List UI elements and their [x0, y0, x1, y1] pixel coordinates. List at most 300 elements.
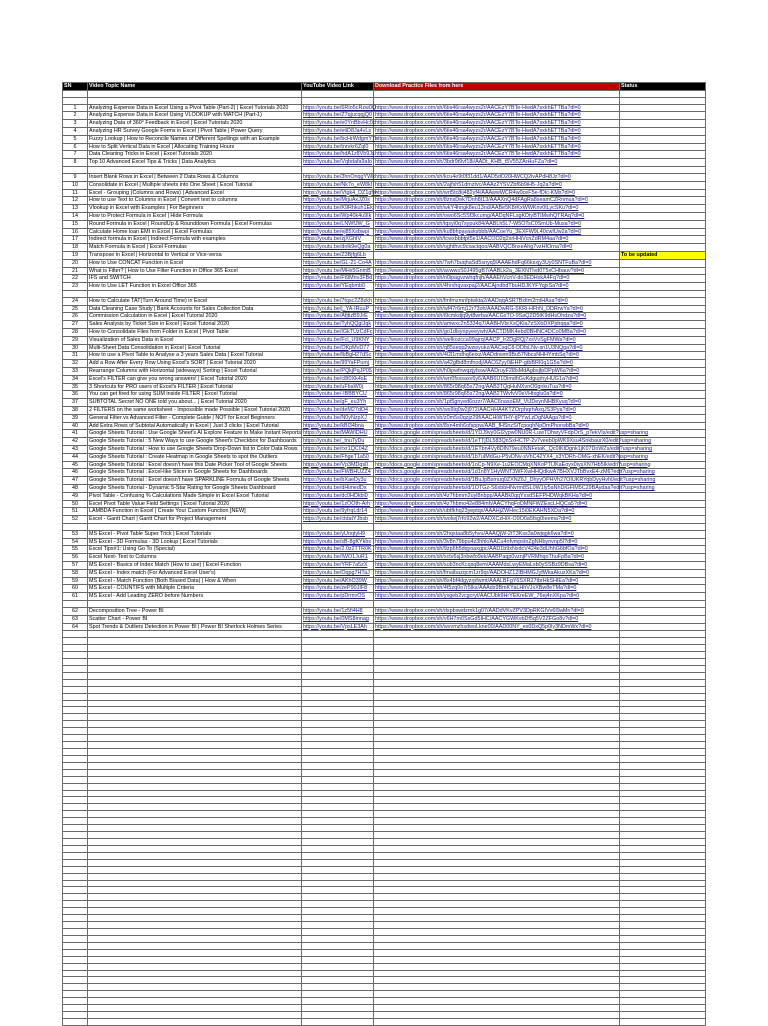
download-link[interactable]: https://www.dropbox.com/sh/h0ipwfnwqzjybsw/AADruyF2l8sMdAgbsjfpDPpW6a?dl=0 [374, 367, 620, 375]
empty-cell [88, 901, 302, 908]
sn-cell: 58 [63, 569, 88, 577]
youtube-link[interactable]: https://youtu.be/ej85Xsbwpi [302, 228, 374, 236]
download-link[interactable]: https://www.dropbox.com/sh/wrr0fsxsaxv6y6/AAB6U1DimdhGvKdguphyHUG1a?dl=0 [374, 375, 620, 383]
table-row [63, 205, 706, 213]
empty-cell [374, 887, 620, 894]
empty-cell [63, 811, 88, 818]
table-row [63, 469, 706, 477]
youtube-link[interactable]: https://youtu.be/dnlk9eQg0a [302, 244, 374, 252]
empty-cell [88, 601, 302, 608]
download-link[interactable]: https://www.dropbox.com/sh/wf47r6mj12r73oh/AAADwRG-5KRi-HFhN_DDRrwYa?dl=0 [374, 305, 620, 313]
download-link[interactable]: https://www.dropbox.com/sh/i9cmkdjq9yt8wrba/AACGxTO-9SaQ2D5tK9dHsOhdza?dl=0 [374, 313, 620, 321]
empty-cell [620, 167, 706, 174]
youtube-link[interactable]: https://youtu.be/Z7qjucqqjQ0 [303, 112, 372, 119]
sn-cell: 47 [63, 477, 88, 485]
download-link[interactable]: https://www.dropbox.com/sh/7wh7buqhaSd5snyq9/AAAEhdFq66ksxjy3Uy0SNTFuBa?dl=0 [374, 259, 620, 267]
empty-cell [63, 707, 88, 714]
empty-cell [302, 755, 374, 762]
youtube-link[interactable]: https://youtu.be/ctdatYJbsb [302, 516, 374, 524]
youtube-link[interactable]: https://youtu.be/1zOOth-Arh [302, 500, 374, 508]
youtube-link[interactable]: https://youtu.be/deM27dO4 [302, 406, 374, 414]
sn-cell: 59 [63, 577, 88, 585]
sn-cell: 31 [63, 352, 88, 360]
youtube-link[interactable]: https://youtu.be/99YaFPumj [302, 360, 374, 368]
youtube-link[interactable]: https://youtu.be/N0yNzpXJ [302, 414, 374, 422]
youtube-link[interactable]: https://youtu.be/TyhQQglJqk [302, 321, 374, 329]
download-link[interactable]: https://www.dropbox.com/sh/3bdr9t9vf18i/AADt_KHB_t5V55ZArHuFZa?dl=0 [374, 159, 620, 167]
status-cell [620, 212, 706, 220]
download-link[interactable]: https://www.dropbox.com/sh/oghthvc9cxactqoo/AABVQCBnxeAhg7vzHIOrna?dl=0 [374, 244, 620, 252]
download-link[interactable]: https://www.dropbox.com/sh/wvvmzhsdwoLkne00/AAD00NY_es0DxQ5p0ly3NDmWx?dl=0 [374, 623, 620, 631]
status-cell [620, 367, 706, 375]
youtube-link[interactable]: https://youtu.be/FWBHUZZ4 [302, 469, 374, 477]
download-link[interactable]: https://docs.google.com/spreadsheets/d/1OTGz-S6xbbHNvrm8SL0W1ly5aNhDlGFlM5C29BAydaa?edit?usp=sharing [375, 484, 655, 491]
download-link[interactable]: https://www.dropbox.com/sh/fmfmzmnfptwkta2/AADqqASR7Bxltm2mtHAsa?dl=0 [374, 297, 620, 305]
youtube-link[interactable]: https://youtu.be/2.0z2TTR0K [303, 546, 372, 553]
empty-cell [88, 825, 302, 832]
empty-cell [374, 970, 620, 977]
empty-cell [63, 970, 88, 977]
empty-cell [302, 790, 374, 797]
download-link[interactable]: https://www.dropbox.com/sh/1pt5gnyed6ozzr7/AAC6naxoEM_VtJDeynNHBKyuq?dl=0 [374, 399, 620, 407]
table-row [63, 143, 706, 151]
empty-cell [620, 1012, 706, 1019]
status-cell [620, 120, 706, 128]
sn-cell: 2 [63, 112, 88, 120]
empty-row [63, 679, 706, 686]
download-link[interactable]: https://www.dropbox.com/sh/z0m5s0qzjz29f/AACHiWTHY-tjPYwLzDgNAAga?dl=0 [374, 414, 620, 422]
youtube-link[interactable]: https://youtu.be/AfjtizB9JrE [302, 313, 374, 321]
empty-cell [620, 825, 706, 832]
youtube-link[interactable]: https://youtu.be/kBl34bna [302, 422, 374, 430]
youtube-link[interactable]: https://youtu.be/zeP90JIF8 [302, 585, 374, 593]
youtube-link[interactable]: https://youtu.be/VpsLE3Ah [302, 623, 374, 631]
youtube-link[interactable]: https://youtu.be/gF_eu3Yh [302, 399, 374, 407]
table-row [63, 120, 706, 128]
empty-cell [620, 707, 706, 714]
empty-cell [88, 714, 302, 721]
empty-cell [88, 998, 302, 1005]
empty-cell [63, 908, 88, 915]
download-link[interactable]: https://www.dropbox.com/sh/865r98q65s72ng/AAB2TWvfvV0eVHtxglu0a?dl=0 [374, 391, 620, 399]
download-link[interactable]: https://www.dropbox.com/sh/3v8n79bpu4z3hhk/AACu4nfvmpsInZgNHbynvnp5l?dl=0 [374, 538, 620, 546]
youtube-link[interactable]: https://youtu.be/1z5fi4H8 [302, 607, 374, 615]
empty-cell [63, 601, 88, 608]
sn-cell: 32 [63, 360, 88, 368]
table-row [63, 414, 706, 422]
empty-row [63, 935, 706, 942]
empty-row [63, 728, 706, 735]
download-link[interactable]: https://www.dropbox.com/sh/wkY4hngk8eu13nd/AABe5K8rKxWWKnv0tLycSKu?dl=0 [374, 205, 620, 213]
download-link[interactable]: https://docs.google.com/spreadsheets/d/1b7uIMdGu-P5vDNv-sVhC42YX4_x3YDRh-OMG-xhEK/edit?usp=sharing [375, 453, 648, 460]
sn-cell: 36 [63, 391, 88, 399]
download-link[interactable]: https://www.dropbox.com/sh/6tis46rsa4wyzs2r/AACEzY7BTe-HwdA7sxkhETTBa?dl=0 [374, 128, 620, 136]
video-topic-cell: Google Sheets Tutorial : Excel-like Slicer in Google Sheets for Dashboards [88, 469, 302, 477]
empty-cell [620, 721, 706, 728]
youtube-link[interactable]: https://youtu.be/hdA1z8Vb9Js [303, 151, 375, 158]
status-cell [620, 554, 706, 562]
empty-cell [88, 728, 302, 735]
youtube-link[interactable]: https://youtu.be/bXaeDy3u [302, 477, 374, 485]
sn-cell: 5 [63, 135, 88, 143]
download-link[interactable]: https://www.dropbox.com/sh/6tis46rsa4wyzs2r/AACEzY7BTe-HwdA7sxkhETTBa?dl=0 [374, 104, 620, 112]
youtube-link[interactable]: https://youtu.be/3hnOnqgYWk [303, 173, 375, 180]
empty-cell [374, 922, 620, 929]
empty-cell [88, 679, 302, 686]
youtube-link[interactable]: https://youtu.be/IWO1JuR1 [302, 554, 374, 562]
status-cell [620, 615, 706, 623]
download-link[interactable]: https://www.dropbox.com/sh/8znsDek7Dnh8t13/AAAXnQ4dFAgRa8seamCZRnmua?dl=0 [374, 197, 620, 205]
download-link[interactable]: https://www.dropbox.com/sh/q85seqq2wzwyukz/AACsqC8-DDfsLNv-sn1U3NQga?dl=0 [374, 344, 620, 352]
table-row [63, 151, 706, 159]
download-link[interactable]: https://docs.google.com/spreadsheets/d/1eTTjDL583QnSxHCTP-2v7veeb0pWK9Xsu4SnkbaurX0/edit?usp=sharing [375, 438, 652, 445]
empty-cell [63, 721, 88, 728]
empty-cell [302, 672, 374, 679]
empty-cell [302, 859, 374, 866]
youtube-link[interactable]: https://youtu.be/Vp3MDqs0 [302, 461, 374, 469]
empty-cell [88, 970, 302, 977]
sn-cell: 30 [63, 344, 88, 352]
status-cell [620, 135, 706, 143]
empty-cell [302, 928, 374, 935]
empty-cell [63, 755, 88, 762]
download-link[interactable]: https://www.dropbox.com/sh/6tis46rsa4wyzs2r/AACEzY7BTe-HwdA7sxkhETTBa?dl=0 [374, 151, 620, 159]
youtube-link[interactable]: https://youtu.be/FhgeT1a50 [302, 453, 374, 461]
download-link[interactable]: https://www.dropbox.com/sh/kcu4e9t0f31dd1/AAD5dO20HWCQ2ivAPdH8Jz?dl=0 [374, 173, 620, 181]
empty-cell [374, 659, 620, 666]
empty-cell [374, 665, 620, 672]
empty-cell [63, 1005, 88, 1012]
youtube-link[interactable]: https://youtu.be/Wp40k4u9Ik [302, 212, 374, 220]
youtube-link[interactable]: https://youtu.be/AKhO39W [302, 577, 374, 585]
youtube-link[interactable]: https://youtu.be/pDrmvOS [302, 593, 374, 601]
youtube-link[interactable]: https://youtu.be/_tnuTyDu [302, 438, 374, 446]
empty-cell [302, 90, 374, 97]
download-link[interactable]: https://www.dropbox.com/sh/wrt5tc8ij482yf4/AAAwwWCR4w0ceF5e-fDIc-KMs?dl=0 [374, 189, 620, 197]
status-cell [620, 313, 706, 321]
empty-cell [374, 894, 620, 901]
download-link[interactable]: https://www.dropbox.com/sh/4hrxhqvaxpaj2/AACAjndbdTbuHDJKYFYqjxSa?dl=0 [374, 283, 620, 291]
empty-cell [63, 963, 88, 970]
empty-cell [88, 977, 302, 984]
download-link[interactable]: https://www.dropbox.com/sh/v6H7m0SsGd5IHC/AACYGWKvbDf5q5V2ZFGo8v?dl=0 [374, 615, 620, 623]
empty-cell [302, 894, 374, 901]
empty-cell [302, 1012, 374, 1019]
download-link[interactable]: https://www.dropbox.com/sh/fmaibazqcm1zr9qr/AADOHZ12IBHMGJyfWkaAkuzXKa?dl=0 [374, 569, 620, 577]
video-topic-cell: Analyzing Data of 360° Feedback in Excel | Excel Tutorials 2020 [88, 120, 302, 128]
empty-cell [302, 963, 374, 970]
download-link[interactable]: https://www.dropbox.com/sh/a42gfbd8mfnodj/AAC6Zyy0iEHP-gtbBRI0q1G5a?dl=0 [374, 360, 620, 368]
empty-cell [620, 645, 706, 652]
blank-row [63, 523, 706, 530]
status-cell [620, 267, 706, 275]
empty-cell [88, 645, 302, 652]
video-topic-cell: Transpose in Excel | Horizontal to Vertical or Vice-versa [88, 251, 302, 259]
youtube-link[interactable]: https://youtu.be/LNWfJW_G [302, 220, 374, 228]
youtube-link[interactable]: https://youtu.be/0MS8mnag [302, 615, 374, 623]
empty-cell [63, 977, 88, 984]
empty-cell [620, 880, 706, 887]
download-link[interactable]: https://www.dropbox.com/sh/8s4bf4dgyzrpfwmt/AAALBFgY6SXR27tbrHkSHIEa?dl=0 [374, 577, 620, 585]
youtube-link[interactable]: https://youtu.be/Fcl_U9KNY [302, 336, 374, 344]
download-link[interactable]: https://www.dropbox.com/sh/dxpbxwdzmk1g07/AADdVKvZPV3DpRKGIVv6I9aMn?dl=0 [374, 607, 620, 615]
youtube-link[interactable]: https://youtu.be/MAWIDHU [302, 430, 374, 438]
download-link[interactable]: https://www.dropbox.com/sh/8xn4mh6ofsppw/AAB_fHSnzSiTcpoqhNpDmPhorwbBa?dl=0 [374, 422, 620, 430]
empty-cell [374, 167, 620, 174]
download-link[interactable]: https://www.dropbox.com/sh/4t5zq0o7r5lks/AAAds9BmKYaLHhVJxXBw8eTMa?dl=0 [374, 585, 620, 593]
video-topic-cell: 3 Shortcuts for PRO users of Excel's FILTER | Excel Tutorial [88, 383, 302, 391]
empty-cell [374, 935, 620, 942]
empty-cell [620, 728, 706, 735]
empty-cell [302, 935, 374, 942]
empty-cell [620, 949, 706, 956]
download-link[interactable]: https://www.dropbox.com/sh/4z7hbmm2uyl8nbpp/AAABk0qqYxsdSEFPHDWqkBKHa?dl=0 [374, 492, 620, 500]
download-link[interactable]: https://www.dropbox.com/sh/tcwxbbbtpt5e1/AACOO2q2srHHiVcnZdRM4aa?dl=0 [374, 236, 620, 244]
header-status: Status [620, 83, 706, 91]
youtube-link[interactable]: https://youtu.be/9yfrqLdr14 [302, 508, 374, 516]
blank-row [63, 97, 706, 104]
empty-cell [88, 1018, 302, 1025]
empty-cell [88, 672, 302, 679]
download-link[interactable]: https://www.dropbox.com/sh/owo6Sc5Sf3kcumg/AADqNFLsgKDtyBTIMwhQTRAq?dl=0 [374, 212, 620, 220]
download-link[interactable]: https://docs.google.com/spreadsheets/d/1BuJpBsmuq0ZXNZ6J_DhyyOPHVh27OIUKRYqbDyyHvhI/edit?usp=sharing [375, 477, 656, 484]
youtube-link[interactable]: https://youtu.be/-IBBBYCU [302, 391, 374, 399]
empty-cell [302, 852, 374, 859]
sn-cell: 57 [63, 562, 88, 570]
sn-cell: 50 [63, 500, 88, 508]
empty-cell [374, 977, 620, 984]
empty-cell [88, 755, 302, 762]
download-link[interactable]: https://www.dropbox.com/sh/2ajfsh51dmztvc/AAAz2YSVZbf6b9iH5-Jq2a?dl=0 [374, 181, 620, 189]
empty-cell [63, 949, 88, 956]
video-topic-cell: Scatter Chart - Power BI [88, 615, 302, 623]
download-link[interactable]: https://www.dropbox.com/sh/6tis46rsa4wyzs2r/AACEzY7BTe-HwdA7sxkhETTBa?dl=0 [374, 135, 620, 143]
empty-cell [374, 804, 620, 811]
sn-cell: 43 [63, 445, 88, 453]
video-topic-cell: Data Cleaning Tricks in Excel | Excel Tutorials 2020 [88, 151, 302, 159]
empty-cell [374, 998, 620, 1005]
video-topic-cell: How to Calculate TAT(Turn Around Time) in Excel [88, 297, 302, 305]
empty-cell [374, 776, 620, 783]
youtube-link[interactable]: https://youtu.be/Z3Bjfg6Lb [302, 251, 374, 259]
empty-cell [620, 818, 706, 825]
empty-cell [302, 652, 374, 659]
empty-cell [374, 1012, 620, 1019]
download-link[interactable]: https://www.dropbox.com/sh/avwwsS0J495gB7/AABLk2a_3EXNTlvd0T5xCHbauv?dl=0 [374, 267, 620, 275]
youtube-link[interactable]: https://youtu.be/etiD8Ja4vLs [302, 128, 374, 136]
download-link[interactable]: https://www.dropbox.com/sh/wolwj7rfo92w2/AADXCzHiX-O9O0a5fsg0Ieema?dl=0 [374, 516, 620, 524]
sn-cell: 19 [63, 251, 88, 259]
empty-cell [88, 762, 302, 769]
empty-cell [620, 665, 706, 672]
download-link[interactable]: https://www.dropbox.com/sh/ws9lq0w2j972/AACHHA4KTZOrphqrhAxqJS3Pya?dl=0 [374, 406, 620, 414]
youtube-link[interactable]: https://youtu.be/OKpMvD77 [302, 344, 374, 352]
empty-row [63, 686, 706, 693]
download-link[interactable]: https://www.dropbox.com/sh/tqsyi0q7sypuk84/AABLh5L7-W5OTsC0SmUb-Musa?dl=0 [374, 220, 620, 228]
empty-cell [63, 915, 88, 922]
download-link[interactable]: https://www.dropbox.com/sh/6tis46rsa4wyzs2r/AACEzY7BTe-HwdA7sxkhETTBa?dl=0 [374, 143, 620, 151]
empty-cell [302, 922, 374, 929]
empty-cell [88, 894, 302, 901]
download-link[interactable]: https://www.dropbox.com/sh/go1dlsynpyeeywh/AACTDMK4ebd0BHNC4DCo0MBa?dl=0 [374, 329, 620, 337]
video-topic-cell: MS Excel - Match Function (Both Biased Data) | How & When [88, 577, 302, 585]
status-cell [620, 297, 706, 305]
download-link[interactable]: https://www.dropbox.com/sh/xctv6sj3nbwfo9ek/AABPaqp0vznjPVRMhqoThuFpBa?dl=0 [374, 554, 620, 562]
youtube-link[interactable]: https://youtu.be/Vqbdafa9aIo [303, 159, 372, 166]
empty-cell [620, 693, 706, 700]
sn-cell: 7 [63, 151, 88, 159]
status-cell [620, 321, 706, 329]
download-link[interactable]: https://www.dropbox.com/sh/amwxc2n5334q7/AABHVbrXsQKla7zSXbDXPjdrqqa?dl=0 [374, 321, 620, 329]
empty-cell [374, 714, 620, 721]
sn-cell: 16 [63, 228, 88, 236]
empty-cell [63, 866, 88, 873]
youtube-link[interactable]: https://youtu.be/Oqpg7HTaJ [302, 569, 374, 577]
download-link[interactable]: https://www.dropbox.com/sh/4l2l1mdhq6eixz/AADdnwm9Bu57NbcsNHHYmbSq?dl=0 [374, 352, 620, 360]
empty-cell [302, 742, 374, 749]
youtube-link[interactable]: https://youtu.be/Vtgk4_DZ1gfw [303, 189, 377, 196]
empty-cell [620, 928, 706, 935]
download-link[interactable]: https://www.dropbox.com/sh/9zp6h5dqyoaxgpc/AAD1b9xNxdcV424e3dUhhG6bfOa?dl=0 [374, 546, 620, 554]
empty-cell [620, 894, 706, 901]
download-link[interactable]: https://www.dropbox.com/sh/865r98q65s72ng/AAB3TQqHuNXvnO0gnkuTua?dl=0 [374, 383, 620, 391]
sn-cell: 29 [63, 336, 88, 344]
empty-cell [63, 652, 88, 659]
video-topic-cell: MS Excel - Pivot Table Super Trick | Excel Tutorials [88, 530, 302, 538]
youtube-link[interactable]: https://youtu.be/zjXGhIV [302, 236, 374, 244]
sn-cell: 28 [63, 329, 88, 337]
empty-cell [620, 672, 706, 679]
youtube-link[interactable]: https://youtu.be/6RIo5cRzw0Q [303, 104, 377, 111]
sn-cell: 4 [63, 128, 88, 136]
empty-cell [63, 991, 88, 998]
header-youtube-link: YouTube Video Link [302, 83, 374, 91]
youtube-link[interactable]: https://youtu.be/uFbaW0j [302, 383, 374, 391]
table-row [63, 391, 706, 399]
table-row [63, 104, 706, 112]
youtube-link[interactable]: https://youtu.be/MHx5GnmB [302, 267, 374, 275]
download-link[interactable]: https://www.dropbox.com/sh/4z7hbmo42e884mh/AACYhqFoDMNFWZExcLHQCa5?dl=0 [374, 500, 620, 508]
download-link[interactable]: https://www.dropbox.com/sh/welkozcca99ajrq/AACP_Ir2DgRQj7xsVvSgFMWa?dl=0 [374, 336, 620, 344]
youtube-link[interactable]: https://youtu.be/yUnqtyH9 [302, 530, 374, 538]
download-link[interactable]: https://docs.google.com/spreadsheets/d/1ETbn4Vy8DlN79eu0NNFeiaK_Qc0IKtDgnk1jK07DoWZs/edit?usp=sharing [375, 445, 653, 452]
empty-cell [302, 984, 374, 991]
empty-cell [63, 638, 88, 645]
status-cell [620, 399, 706, 407]
video-topic-cell: What is Filter? | How to Use Filter Function in Office 365 Excel [88, 267, 302, 275]
youtube-link[interactable]: https://youtu.be/K9Rhkuh1Ek [303, 205, 373, 212]
empty-cell [620, 811, 706, 818]
youtube-link[interactable]: https://youtu.be/c8t0Xk4sE [302, 375, 374, 383]
status-cell [620, 500, 706, 508]
empty-cell [620, 859, 706, 866]
empty-cell [302, 601, 374, 608]
status-cell [620, 104, 706, 112]
youtube-link[interactable]: https://youtu.be/tnrvkr6Zql0 [302, 143, 374, 151]
video-topic-cell: Excel's FILTER can give you wrong answers! | Excel Tutorial 2020 [88, 375, 302, 383]
empty-row [63, 707, 706, 714]
download-link[interactable]: https://www.dropbox.com/sh/yxgeb2vcgcryt/AACUbk9HrYEKreEW_76ej4nXKpa?dl=0 [374, 593, 620, 601]
empty-cell [302, 804, 374, 811]
download-link[interactable]: https://docs.google.com/spreadsheets/d/1oCp-N9Xe-1u2EOCMqXNKoPTIJKaEoyx0iysXN7Hb5Ik/edit?usp=sharing [375, 461, 651, 468]
download-link[interactable]: https://www.dropbox.com/sh/6tis46rsa4wyzs2r/AACEzY7BTe-HwdA7sxkhETTBa?dl=0 [374, 112, 620, 120]
download-link[interactable]: https://www.dropbox.com/sh/2hqstaa8b5yhvu/AAAQjW-2tT3Kss3a0wjqgk6wa?dl=0 [374, 530, 620, 538]
sn-cell: 46 [63, 469, 88, 477]
youtube-link[interactable]: https://youtu.be/Nk7o_eW8kI [303, 181, 373, 188]
table-row [63, 173, 706, 181]
empty-cell [620, 769, 706, 776]
empty-row [63, 838, 706, 845]
empty-row [63, 790, 706, 797]
table-row [63, 461, 706, 469]
empty-row [63, 755, 706, 762]
sn-cell: 1 [63, 104, 88, 112]
youtube-link[interactable]: https://youtu.be/YEqbmb0 [302, 283, 374, 291]
download-link[interactable]: https://www.dropbox.com/sh/ubtfkhq23yeptqx/AAAHjZWHec15i0EKAHN5XDa?dl=0 [374, 508, 620, 516]
youtube-link[interactable]: https://youtu.be/GL-21-Co4A [303, 259, 372, 266]
table-row [63, 585, 706, 593]
youtube-link[interactable]: https://youtu.be/sB-8gKYkbs [302, 538, 374, 546]
youtube-link[interactable]: https://youtu.be/rxr1QC04Z [302, 445, 374, 453]
youtube-link[interactable]: https://youtu.be/j_YA-IRuuP [302, 305, 374, 313]
empty-cell [88, 915, 302, 922]
youtube-link[interactable]: https://youtu.be/dHimedDx [302, 484, 374, 492]
empty-cell [88, 832, 302, 839]
download-link[interactable]: https://www.dropbox.com/sh/n0ipagvzwhqfnjh/AAAEhVcnV-dn3EDHxkA4Fq?dl=0 [374, 275, 620, 283]
youtube-link[interactable]: https://youtu.be/IGkTUzCdFc [303, 329, 373, 335]
empty-cell [620, 686, 706, 693]
empty-row [63, 721, 706, 728]
youtube-link[interactable]: https://youtu.be/PQkjPqJP05 [303, 367, 372, 374]
youtube-link[interactable]: https://youtu.be/7tqsc2Z8zkh [303, 297, 372, 304]
empty-cell [620, 783, 706, 790]
download-link[interactable]: https://docs.google.com/spreadsheets/d/1YDJ9vy0GI2ypw0NU0R-LuwTDhwyVFdpOrS_pTekVIs/edit?usp=sharing [375, 430, 649, 437]
video-topic-cell: Excel - Grouping (Columns and Rows) | Advanced Excel [88, 189, 302, 197]
youtube-link[interactable]: https://youtu.be/lbBgH27dSc [302, 352, 374, 360]
youtube-link[interactable]: https://youtu.be/bcHrWdgmY7s [303, 135, 378, 142]
empty-row [63, 693, 706, 700]
sn-cell: 38 [63, 406, 88, 414]
empty-row [63, 984, 706, 991]
empty-row [63, 949, 706, 956]
empty-cell [620, 838, 706, 845]
empty-cell [63, 749, 88, 756]
table-row [63, 344, 706, 352]
youtube-link[interactable]: https://youtu.be/e0YnBbvHc0c [303, 120, 376, 127]
youtube-link[interactable]: https://youtu.be/YRF7a5zX [302, 562, 374, 570]
youtube-link[interactable]: https://youtu.be/dc0HDkbi0 [302, 492, 374, 500]
empty-cell [302, 1018, 374, 1025]
empty-cell [302, 825, 374, 832]
download-link[interactable]: https://www.dropbox.com/sh/ku8bhpayasksbbb/AACoeYu_3EXFW9L40cwIUw2a?dl=0 [374, 228, 620, 236]
sn-cell: 44 [63, 453, 88, 461]
table-row [63, 508, 706, 516]
empty-cell [88, 1012, 302, 1019]
youtube-link[interactable]: https://youtu.be/Ft9Mnv3FBd [303, 275, 373, 282]
empty-cell [88, 928, 302, 935]
empty-cell [88, 776, 302, 783]
table-row [63, 623, 706, 631]
youtube-link[interactable]: https://youtu.be/MrjuAxJZ0s [302, 197, 374, 205]
download-link[interactable]: https://www.dropbox.com/sh/xub3ncKcqsq8em/AAAMdsLwyEMaLsb0ySSBz9DBsa?dl=0 [374, 562, 620, 570]
download-link[interactable]: https://www.dropbox.com/sh/6tis46rsa4wyzs2r/AACEzY7BTe-HwdA7sxkhETTBa?dl=0 [374, 120, 620, 128]
sn-cell: 41 [63, 430, 88, 438]
status-cell [620, 275, 706, 283]
video-topic-cell: Google Sheets Tutorial : Create Heatmap in Google Sheets to spot the Outliers [88, 453, 302, 461]
download-link[interactable]: https://docs.google.com/spreadsheets/d/1d1n8Y1HyWNT3WFXwHHQdkwA7BHXVJTbBvxE4-zM6?edit?usp=sharing [375, 469, 655, 476]
table-row [63, 305, 706, 313]
empty-cell [374, 707, 620, 714]
